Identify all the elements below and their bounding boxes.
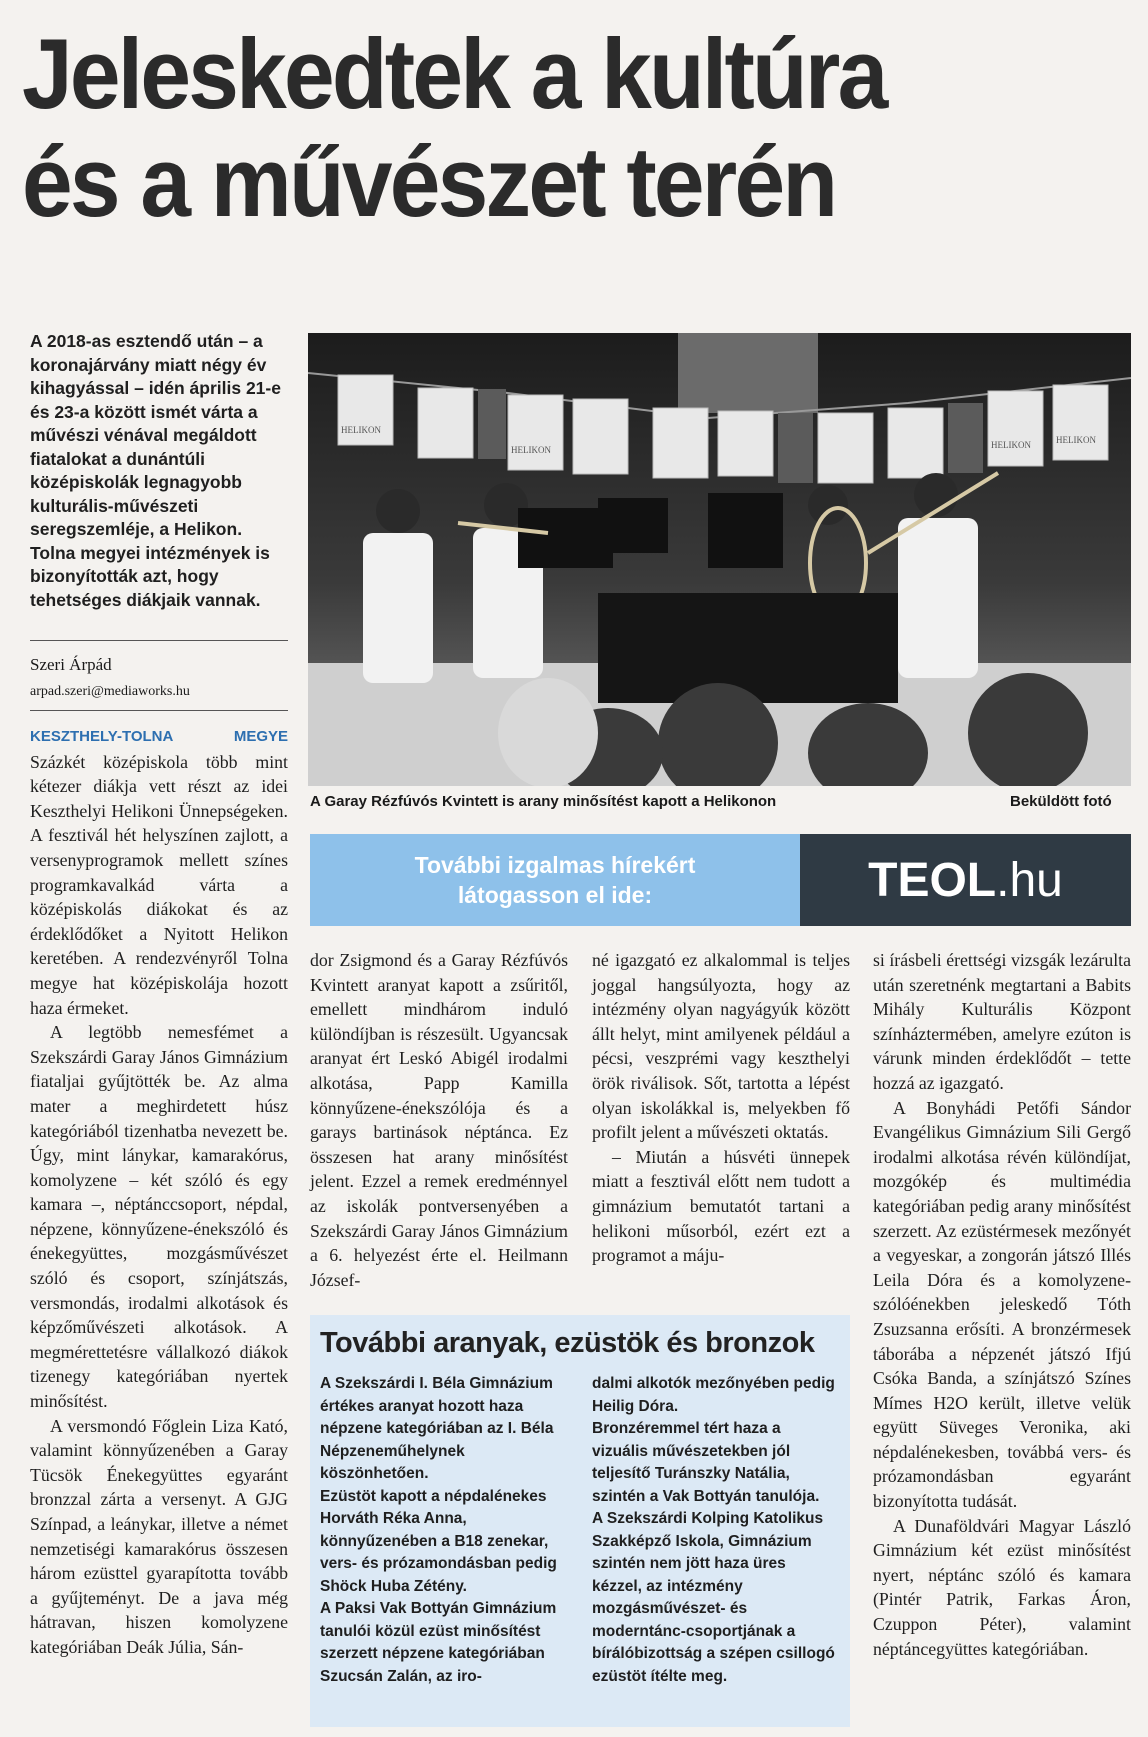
byline-email: arpad.szeri@mediaworks.hu	[30, 684, 190, 699]
paragraph: Százkét középiskola több mint kétezer diákja vett részt az idei Keszthelyi Helikoni Ünnepségeken. A fesztivál hét helyszínen zajlott, a versenyprogramok mellett színes programkavalkád várta a középiskolás diákokat és az érdeklődőket a Nyitott Helikon keretében. A rendezvényről Tolna megye hat középiskolája hozott haza érmeket.	[30, 751, 288, 1018]
article-photo	[308, 333, 1131, 786]
photo-caption: A Garay Rézfúvós Kvintett is arany minősítést kapott a Helikonon	[310, 793, 777, 810]
paragraph: Ezüstöt kapott a népdalénekes Horváth Réka Anna, könnyűzenében a B18 zenekar, vers- és prózamondásban pedig Shöck Huba Zétény.	[320, 1487, 557, 1595]
headline	[22, 20, 1034, 236]
brand-domain: .hu	[996, 853, 1063, 907]
banner-flag-label: HELIKON	[991, 440, 1031, 450]
paragraph: A legtöbb nemesfémet a Szekszárdi Garay János Gimnázium fiataljai gyűjtötték be. Az alma mater a meghirdetett húsz kategóriából tizenhatba nevezett be. Úgy, mint lánykar, kamarakórus, komolyzene – két szóló és egy kamara –, néptánccsoport, népdal, népzene, könnyűzene-énekszóló és énekegyüttes, mozgásművészet szóló és csoport, színjátszás, versmondás, irodalmi alkotások és képzőművészeti alkotások. A megmérettetésre vállalkozó diákok tizenegy kategóriában nyertek minősítést.	[30, 1022, 288, 1412]
box-column-left	[320, 1373, 560, 1688]
paragraph: Bronzéremmel tért haza a vizuális művészetekben jól teljesítő Turánszky Natália, szintén a Vak Bottyán tanulója.	[592, 1420, 820, 1505]
paragraph: A versmondó Főglein Liza Kató, valamint könnyűzenében a Garay Tücsök Énekegyüttes egyaránt bronzzal zárta a versenyt. A GJG Színpad, a leánykar, illetve a német nemzetiségi kamarakórus összesen három ezüsttel gyarapította tovább a gyűjteményt. De a java még hátravan, hiszen komolyzene kategóriában Deák Júlia, Sán-	[30, 1415, 288, 1657]
brand-name: TEOL	[868, 853, 997, 907]
paragraph: si írásbeli érettségi vizsgák lezárulta után szeretnénk megtartani a Babits Mihály Kulturális Központ színháztermében, amelyre ezúton is várunk minden érdeklődőt – tette hozzá az igazgató.	[873, 950, 1131, 1093]
paragraph: A Szekszárdi Kolping Katolikus Szakképző Iskola, Gimnázium szintén nem jött haza üres kézzel, az intézmény mozgásművészet- és moderntánc-csoportjának a bírálóbizottság a szépen csillogó ezüstöt ítélte meg.	[592, 1510, 835, 1685]
article-column-2	[310, 948, 568, 1292]
paragraph: A Szekszárdi I. Béla Gimnázium értékes aranyat hozott haza népzene kategóriában az I. Béla Népzeneműhelynek köszönhetően.	[320, 1375, 554, 1482]
sidebar-box	[310, 1315, 850, 1727]
byline-author: Szeri Árpád	[30, 655, 112, 674]
banner-flag-label: HELIKON	[1056, 435, 1096, 445]
article-column-1	[30, 723, 288, 1660]
banner-flag-label: HELIKON	[511, 445, 551, 455]
box-title: További aranyak, ezüstök és bronzok	[320, 1327, 815, 1359]
promo-banner-line-1: További izgalmas hírekért	[414, 852, 696, 878]
paragraph: dor Zsigmond és a Garay Rézfúvós Kvintett aranyat kapott a zsűritől, emellett mindhárom induló különdíjban is részesült. Ugyancsak aranyat ért Leskó Abigél irodalmi alkotása, Papp Kamilla könnyűzene-énekszólója és a garays bartinások néptánca. Ez összesen hat arany minősítést jelent. Ezzel a remek eredménnyel az iskolák pontversenyében a Szekszárdi Garay János Gimnázium a 6. helyezést érte el. Heilmann József-	[310, 950, 568, 1290]
divider	[30, 640, 288, 641]
paragraph: A Dunaföldvári Magyar László Gimnázium két ezüst minősítést nyert, néptánc szóló és kamara (Pintér Patrik, Farkas Áron, Czuppon Péter), valamint néptáncegyüttes kategóriában.	[873, 1515, 1131, 1659]
article-column-4	[873, 948, 1131, 1661]
photo-credit: Beküldött fotó	[1010, 793, 1112, 810]
article-column-3	[592, 948, 850, 1268]
lead-paragraph: A 2018-as esztendő után – a koronajárvány miatt négy év kihagyással – idén április 21-e és 23-a között ismét várta a művészi vénával megáldott fiatalokat a dunántúli középiskolák legnagyobb kulturális-művészeti seregszemléje, a Helikon. Tolna megyei intézmények is bizonyították azt, hogy tehetséges diákjaik vannak.	[30, 331, 281, 610]
banner-flag-label: HELIKON	[341, 425, 381, 435]
paragraph: dalmi alkotók mezőnyében pedig Heilig Dóra.	[592, 1375, 835, 1415]
promo-banner-line-2: látogasson el ide:	[457, 882, 653, 908]
divider	[30, 710, 288, 711]
teol-logo[interactable]	[800, 834, 1131, 926]
paragraph: – Miután a húsvéti ünnepek miatt a fesztivál előtt nem tudott a gimnázium bemutatót tartani a helikoni műsorból, ezért ezt a programot a máju-	[592, 1146, 850, 1266]
brass-quintet-photo	[308, 333, 1131, 786]
paragraph: A Bonyhádi Petőfi Sándor Evangélikus Gimnázium Sili Gergő irodalmi alkotása révén különdíjat, mozgókép és multimédia kategóriában pedig arany minősítést szerzett. Az ezüstérmesek mezőnyét a vegyeskar, a zongorán játszó Illés Leila Dóra és a komolyzene-szólóénekben jeleskedő Tóth Zsuzsanna erősíti. A bronzérmesek táborába a népzenét játszó Ifjú Csóka Banda, a színjátszó Színes Mímes H2O került, illetve velük együtt Süveges Veronika, aki népdalénekesben, továbbá vers- és prózamondásban egyaránt bizonyította tudását.	[873, 1097, 1131, 1512]
headline-line-2: és a művészet terén	[22, 126, 836, 237]
paragraph: A Paksi Vak Bottyán Gimnázium tanulói közül ezüst minősítést szerzett népzene kategóriában Szucsán Zalán, az iro-	[320, 1600, 557, 1685]
dateline: KESZTHELY-TOLNA MEGYE	[30, 728, 288, 745]
paragraph: né igazgató ez alkalommal is teljes joggal hangsúlyozta, hogy az intézmény olyan nagyágyúk között állt helyt, mint amilyenek például a pécsi, veszprémi vagy keszthelyi örök riválisok. Sőt, tartotta a lépést olyan iskolákkal is, melyekben fő profilt jelent a művészeti oktatás.	[592, 950, 850, 1143]
promo-banner[interactable]	[310, 834, 800, 926]
headline-line-1: Jeleskedtek a kultúra	[22, 18, 886, 129]
box-column-right	[592, 1373, 837, 1688]
